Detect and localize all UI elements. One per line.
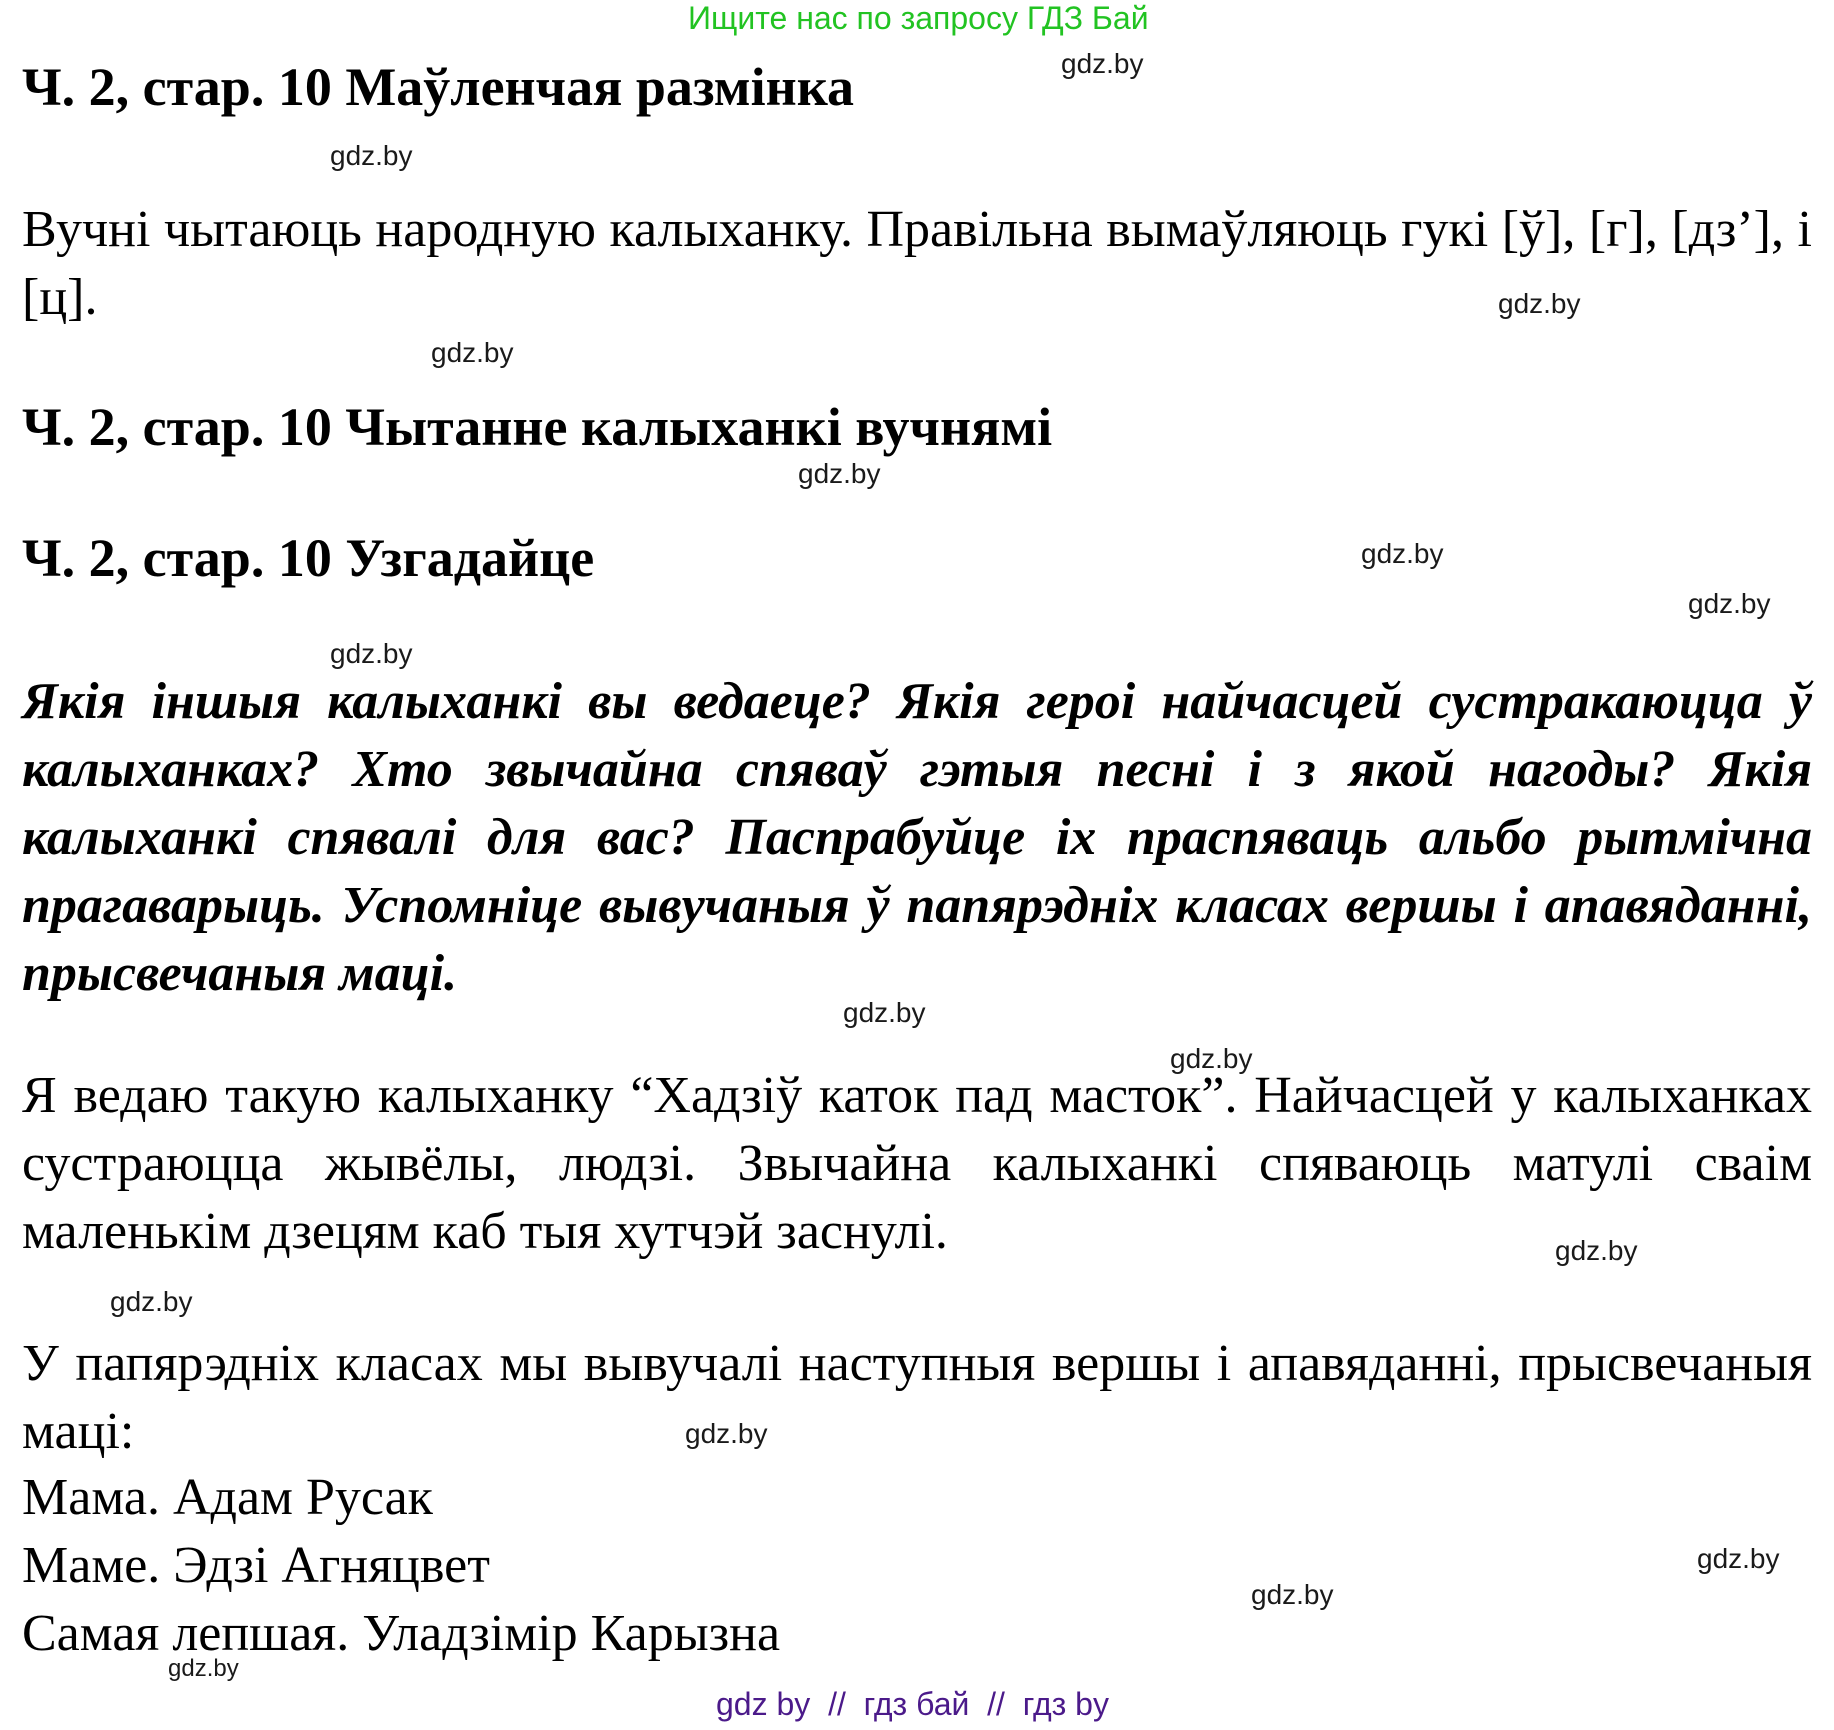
watermark: gdz.by (330, 638, 413, 669)
promo-banner: Ищите нас по запросу ГДЗ Бай (688, 0, 1149, 36)
section-text: Вучні чытаюць народную калыханку. Правільна вымаўляюць гукі [ў], [г], [дз’], і [ц]. (22, 201, 1812, 326)
list-item: Маме. Эдзі Агняцвет (22, 1537, 490, 1594)
watermark: gdz.by (1170, 1043, 1253, 1074)
list-item: Мама. Адам Русак (22, 1469, 433, 1526)
section-heading: Ч. 2, стар. 10 Маўленчая размінка (22, 57, 854, 117)
watermark: gdz.by (330, 140, 413, 171)
section-heading: Ч. 2, стар. 10 Чытанне калыханкі вучнямі (22, 397, 1053, 457)
watermark: gdz.by (1498, 288, 1581, 319)
watermark: gdz.by (843, 997, 926, 1028)
list-intro: У папярэдніх класах мы вывучалі наступныя вершы і апавяданні, прысвечаныя маці: (22, 1335, 1812, 1460)
watermark: gdz.by (431, 337, 514, 368)
watermark: gdz.by (1061, 48, 1144, 79)
question-text: Якія іншыя калыханкі вы ведаеце? Якія героі найчасцей сустракаюцца ў калыханках? Хто звычайна спяваў гэтыя песні і з якой нагоды? Якія калыханкі спявалі для вас? Паспрабуйце іх праспяваць альбо рытмічна прагаварыць. Успомніце вывучаныя ў папярэдніх класах вершы і апавяданні, прысвечаныя маці. (22, 673, 1812, 1002)
watermark: gdz.by (685, 1418, 768, 1449)
watermark: gdz.by (1251, 1579, 1334, 1610)
watermark: gdz.by (798, 458, 881, 489)
watermark: gdz.by (110, 1286, 193, 1317)
watermark: gdz.by (1361, 538, 1444, 569)
footer-links: gdz by // гдз бай // гдз by (716, 1686, 1109, 1722)
answer-text: Я ведаю такую калыханку “Хадзіў каток пад масток”. Найчасцей у калыханках сустраюцца жывёлы, людзі. Звычайна калыханкі спяваюць матулі сваім маленькім дзецям каб тыя хутчэй заснулі. (22, 1067, 1812, 1260)
section-heading: Ч. 2, стар. 10 Узгадайце (22, 528, 595, 588)
list-item: Самая лепшая. Уладзімір Карызна (22, 1605, 781, 1662)
watermark: gdz.by (1688, 588, 1771, 619)
watermark: gdz.by (1697, 1543, 1780, 1574)
watermark: gdz.by (168, 1655, 239, 1682)
watermark: gdz.by (1555, 1235, 1638, 1266)
